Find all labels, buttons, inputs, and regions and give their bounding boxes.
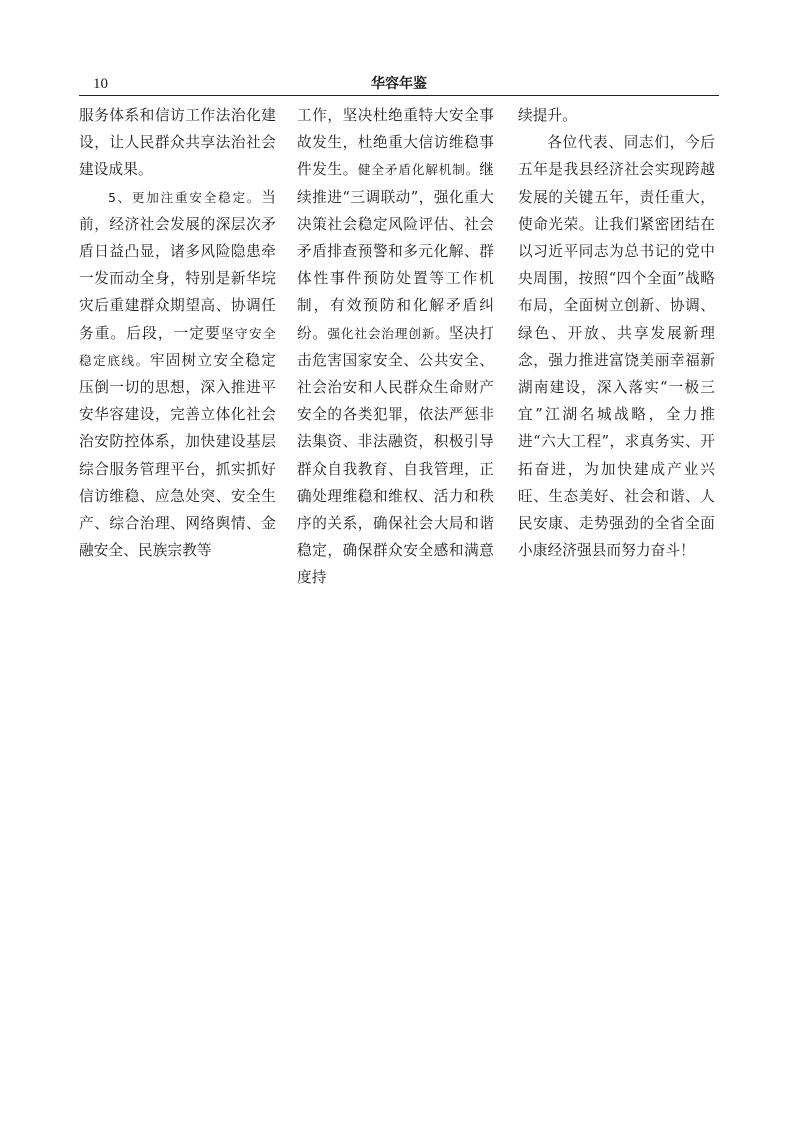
paragraph-text: 工作，坚决杜绝重特大安全事故发生，杜绝重大信访维稳事件发生。: [297, 107, 494, 179]
paragraph-safety-stability: [79, 184, 276, 565]
paragraph-closing: 各位代表、同志们，今后五年是我县经济社会实现跨越发展的关键五年，责任重大，使命光荣。让我们紧密团结在以习近平同志为总书记的党中央周围，按照“四个全面”战略布局，全面树立创新、协调、绿色、开放、共享发展新理念，强力推进富饶美丽幸福新湖南建设，深入落实“一极三宜”江湖名城战略，全力推进“六大工程”，求真务实、开拓奋进，为加快建成产业兴旺、生态美好、社会和谐、人民安康、走势强劲的全省全面小康经济强县而努力奋斗！: [518, 134, 715, 560]
page-header: [79, 74, 719, 96]
text-column-3: [518, 102, 715, 564]
paragraph-text: 坚决打击危害国家安全、公共安全、社会治安和人民群众生命财产安全的各类犯罪，依法严惩非法集资、非法融资，积极引导群众自我教育、自我管理，正确处理维稳和维权、活力和秩序的关系，确保社会大局和谐稳定，确保群众安全感和满意度持: [297, 324, 494, 587]
paragraph: [297, 102, 494, 592]
book-title: 华容年鉴: [371, 76, 427, 92]
text-column-1: [79, 102, 276, 564]
emphasis-text: 强化社会治理创新。: [327, 325, 449, 341]
paragraph-text: 当前，经济社会发展的深层次矛盾日益凸显，诸多风险隐患牵一发而动全身，特别是新华垸灾后重建群众期望高、协调任务重。后段，一定要: [79, 188, 276, 342]
text-column-2: [297, 102, 494, 592]
section-heading: 5、更加注重安全稳定。: [108, 189, 262, 205]
emphasis-text: 坚守安全稳定底线。: [79, 325, 276, 368]
paragraph: 服务体系和信访工作法治化建设，让人民群众共享法治社会建设成果。: [79, 107, 276, 179]
paragraph: 续提升。: [518, 107, 577, 124]
page-number: 10: [93, 76, 108, 92]
header-rule: [79, 95, 719, 96]
paragraph-text: 继续推进“三调联动”，强化重大决策社会稳定风险评估、社会矛盾排查预警和多元化解、群体性事件预防处置等工作机制，有效预防和化解矛盾纠纷。: [297, 161, 494, 342]
emphasis-text: 健全矛盾化解机制。: [357, 162, 480, 178]
paragraph-text: 牢固树立安全稳定压倒一切的思想，深入推进平安华容建设，完善立体化社会治安防控体系，加快建设基层综合服务管理平台，抓实抓好信访维稳、应急处突、安全生产、综合治理、网络舆情、金融安全、民族宗教等: [79, 351, 277, 560]
